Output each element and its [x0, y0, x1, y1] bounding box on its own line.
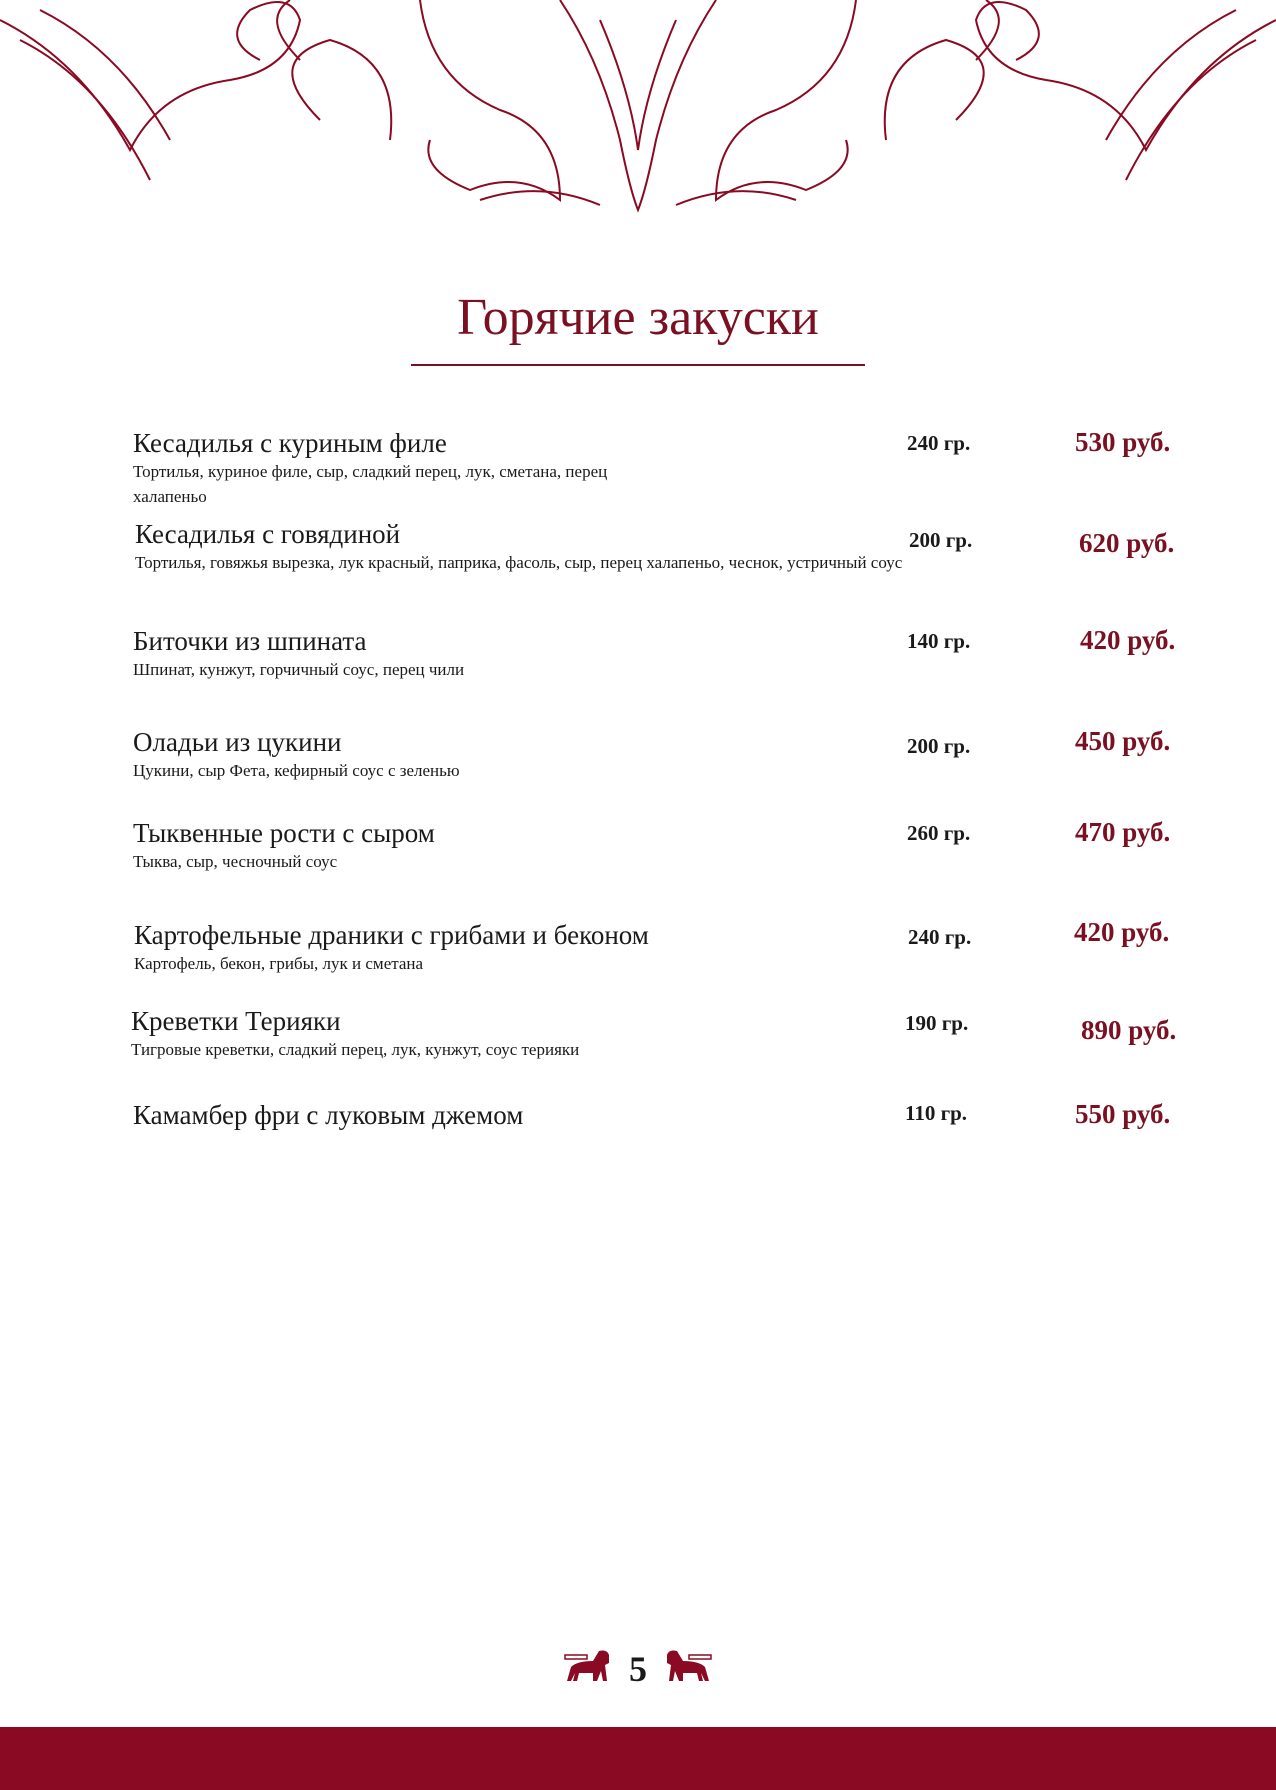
item-description: Тыква, сыр, чесночный соус	[133, 852, 338, 871]
item-weight: 200 гр.	[907, 734, 971, 758]
item-name: Картофельные драники с грибами и беконом	[134, 920, 649, 950]
item-weight: 260 гр.	[907, 821, 971, 845]
menu-item	[131, 1005, 1211, 1062]
menu-item	[133, 726, 1213, 783]
item-price: 530 руб.	[1075, 427, 1171, 457]
ornament-header	[0, 0, 1276, 215]
item-price: 420 руб.	[1080, 625, 1176, 655]
item-weight: 190 гр.	[905, 1011, 969, 1035]
item-description: Цукини, сыр Фета, кефирный соус с зеленью	[133, 761, 460, 780]
item-price: 470 руб.	[1075, 817, 1171, 847]
item-name: Кесадилья с говядиной	[135, 519, 401, 549]
item-description: Шпинат, кунжут, горчичный соус, перец чили	[133, 660, 465, 679]
item-name: Оладьи из цукини	[133, 727, 342, 757]
item-description: Тортилья, говяжья вырезка, лук красный, паприка, фасоль, сыр, перец халапеньо, чеснок, устричный соус	[135, 553, 903, 572]
footer-bar	[0, 1727, 1276, 1790]
item-name: Камамбер фри с луковым джемом	[133, 1100, 524, 1130]
lion-icon	[563, 1645, 615, 1685]
lion-icon	[661, 1645, 713, 1685]
item-name: Креветки Терияки	[131, 1006, 341, 1036]
item-name: Биточки из шпината	[133, 626, 367, 656]
item-name: Кесадилья с куриным филе	[133, 428, 447, 458]
item-name: Тыквенные рости с сыром	[133, 818, 435, 848]
page-title: Горячие закуски	[457, 289, 819, 346]
item-description: Тигровые креветки, сладкий перец, лук, кунжут, соус терияки	[131, 1040, 580, 1059]
item-price: 620 руб.	[1079, 528, 1175, 558]
item-weight: 200 гр.	[909, 528, 973, 552]
item-description: Картофель, бекон, грибы, лук и сметана	[134, 954, 424, 973]
title-divider	[411, 364, 865, 366]
menu-item	[133, 427, 1213, 509]
menu-item	[135, 518, 1215, 575]
item-weight: 140 гр.	[907, 629, 971, 653]
item-price: 450 руб.	[1075, 726, 1171, 756]
item-price: 550 руб.	[1075, 1099, 1171, 1129]
menu-item	[133, 1099, 1213, 1131]
item-price: 420 руб.	[1074, 917, 1170, 947]
item-price: 890 руб.	[1081, 1015, 1177, 1045]
menu-item	[133, 625, 1213, 682]
item-weight: 240 гр.	[908, 925, 972, 949]
item-weight: 110 гр.	[905, 1101, 968, 1125]
item-weight: 240 гр.	[907, 431, 971, 455]
menu-item	[134, 919, 1214, 976]
item-description: Тортилья, куриное филе, сыр, сладкий перец, лук, сметана, перец халапеньо	[133, 462, 608, 506]
page-number: 5	[629, 1649, 647, 1689]
menu-item	[133, 817, 1213, 874]
